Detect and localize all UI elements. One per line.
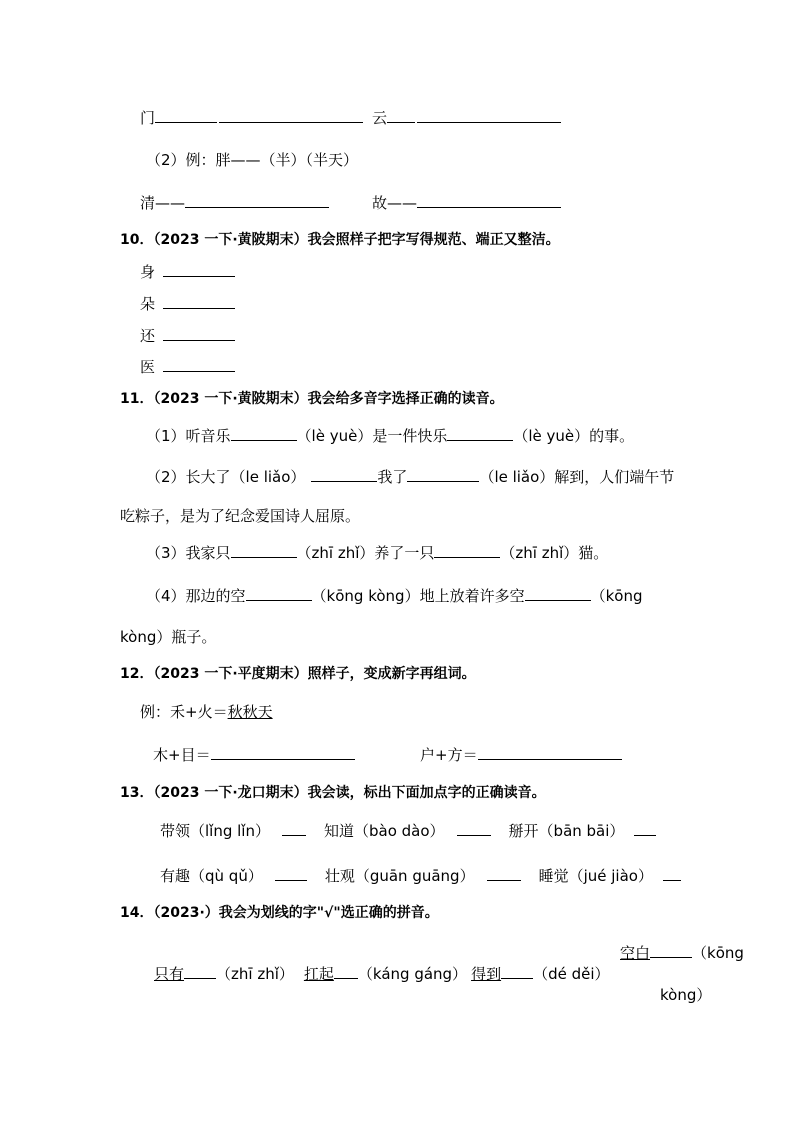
text: 木+目＝ [153, 746, 211, 764]
q9-example-2: （2）例：胖——（半）（半天） [146, 151, 359, 169]
q10-char: 朵 [140, 295, 156, 313]
answer-blank[interactable] [311, 468, 377, 482]
q9-row1-right [372, 108, 561, 128]
q10-item [140, 357, 235, 377]
answer-blank[interactable] [417, 109, 561, 123]
text: （káng gáng） [357, 965, 468, 983]
answer-blank[interactable] [501, 965, 533, 979]
answer-blank[interactable] [163, 327, 235, 341]
text: （dé děi） [533, 965, 610, 983]
answer-blank[interactable] [650, 944, 692, 958]
q12-header: 12．（2023 一下·平度期末）照样子，变成新字再组词。 [120, 666, 476, 682]
text: 睡觉（jué jiào） [538, 867, 653, 885]
q14-item-4-cont: kòng） [660, 986, 712, 1004]
q14-word-3: 得到 [471, 965, 502, 983]
text: （zhī zhǐ）养了一只 [296, 544, 435, 562]
answer-blank[interactable] [163, 358, 235, 372]
answer-blank[interactable] [634, 822, 656, 836]
q10-header: 10．（2023 一下·黄陂期末）我会照样子把字写得规范、端正又整洁。 [120, 232, 560, 248]
q14-word-1: 只有 [154, 965, 185, 983]
answer-blank[interactable] [663, 867, 681, 881]
q10-char: 还 [140, 327, 156, 345]
text: 掰开（bān bāi） [508, 822, 625, 840]
text: （zhī zhǐ） [216, 965, 294, 983]
q10-char: 医 [140, 358, 156, 376]
answer-blank[interactable] [184, 965, 216, 979]
answer-blank[interactable] [163, 263, 235, 277]
q14-row [154, 964, 610, 984]
text: 例：禾+火＝ [140, 703, 228, 721]
answer-blank[interactable] [246, 587, 312, 601]
q10-item [140, 294, 235, 314]
q12-example-answer: 秋秋天 [227, 703, 273, 721]
text: （zhī zhǐ）猫。 [500, 544, 609, 562]
q11-header: 11．（2023 一下·黄陂期末）我会给多音字选择正确的读音。 [120, 391, 504, 407]
text: 知道（bào dào） [323, 822, 445, 840]
answer-blank[interactable] [525, 587, 591, 601]
q12-item-a [153, 745, 355, 765]
q14-item-4 [620, 943, 744, 963]
answer-blank[interactable] [163, 295, 235, 309]
q14-word-4: 空白 [620, 944, 651, 962]
q9-char-qing: 清—— [140, 194, 186, 212]
q9-row2-right [372, 193, 561, 213]
answer-blank[interactable] [231, 427, 297, 441]
q14-header: 14．（2023·）我会为划线的字"√"选正确的拼音。 [120, 905, 439, 921]
answer-blank[interactable] [407, 468, 479, 482]
q11-sentence-4-cont: kòng）瓶子。 [120, 628, 217, 646]
q11-sentence-1 [146, 426, 634, 446]
answer-blank[interactable] [219, 109, 363, 123]
answer-blank[interactable] [282, 822, 306, 836]
answer-blank[interactable] [447, 427, 513, 441]
text: （lè yuè）是一件快乐 [296, 427, 448, 445]
q11-sentence-2-cont: 吃粽子，是为了纪念爱国诗人屈原。 [120, 507, 361, 525]
answer-blank[interactable] [231, 544, 297, 558]
text: （2）长大了（le liǎo） [146, 468, 306, 486]
q10-char: 身 [140, 263, 156, 281]
text: （kōng kòng）地上放着许多空 [311, 587, 525, 605]
q9-char-gu: 故—— [372, 194, 418, 212]
text: 我了 [377, 468, 408, 486]
answer-blank[interactable] [334, 965, 358, 979]
text: （kōng [590, 587, 643, 605]
text: （lè yuè）的事。 [513, 427, 635, 445]
q12-example [140, 702, 273, 722]
q12-item-b [420, 745, 622, 765]
answer-blank[interactable] [478, 746, 622, 760]
q13-header: 13．（2023 一下·龙口期末）我会读，标出下面加点字的正确读音。 [120, 785, 546, 801]
answer-blank[interactable] [211, 746, 355, 760]
answer-blank[interactable] [185, 194, 329, 208]
q14-word-2: 扛起 [303, 965, 334, 983]
q9-row1-left [140, 108, 363, 128]
text: 户+方＝ [420, 746, 478, 764]
text: 有趣（qù qǔ） [160, 867, 263, 885]
text: （le liǎo）解到，人们端午节 [479, 468, 675, 486]
q9-char-men: 门 [140, 109, 156, 127]
answer-blank[interactable] [434, 544, 500, 558]
text: （3）我家只 [146, 544, 231, 562]
dash [387, 113, 415, 123]
q10-item [140, 326, 235, 346]
q10-item [140, 262, 235, 282]
text: （1）听音乐 [146, 427, 231, 445]
q13-row-2 [160, 866, 681, 886]
text: 带领（lǐng lǐn） [160, 822, 270, 840]
dash [155, 113, 217, 123]
answer-blank[interactable] [487, 867, 521, 881]
q13-row-1 [160, 821, 656, 841]
q9-char-yun: 云 [372, 109, 388, 127]
text: （4）那边的空 [146, 587, 246, 605]
q9-row2-left [140, 193, 329, 213]
q11-sentence-2 [146, 467, 674, 487]
answer-blank[interactable] [457, 822, 491, 836]
q11-sentence-4 [146, 586, 642, 606]
text: 壮观（guān guāng） [324, 867, 475, 885]
text: （kōng [692, 944, 744, 962]
answer-blank[interactable] [417, 194, 561, 208]
answer-blank[interactable] [275, 867, 307, 881]
q11-sentence-3 [146, 543, 608, 563]
